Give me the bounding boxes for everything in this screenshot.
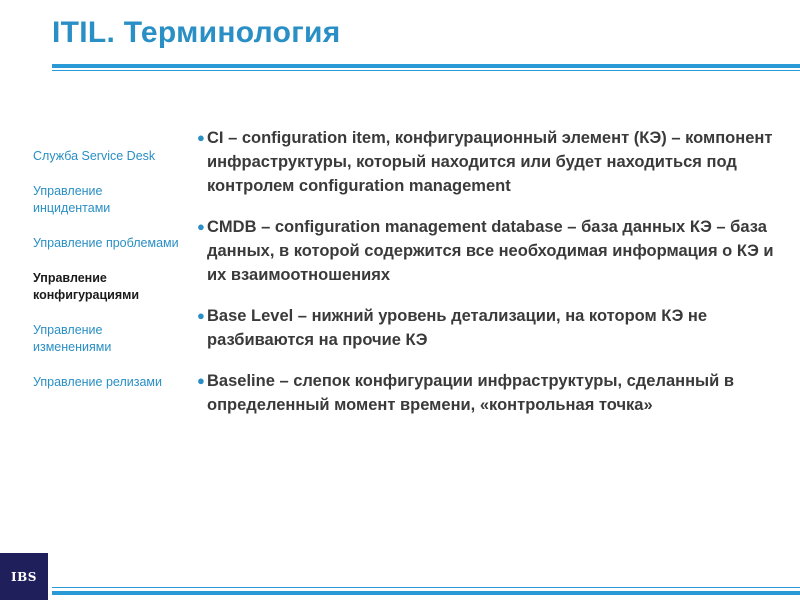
bullet-icon: ●: [197, 308, 205, 323]
terminology-list: [197, 126, 787, 434]
list-item: [197, 304, 787, 352]
sidebar-item-release-management[interactable]: Управление релизами: [33, 375, 162, 389]
sidebar-item-configuration-management[interactable]: Управление конфигурациями: [33, 271, 140, 302]
list-item: [197, 369, 787, 417]
header-divider-thin: [52, 70, 800, 71]
footer-divider: [52, 591, 800, 595]
bullet-icon: ●: [197, 373, 205, 388]
term-definition: CMDB – configuration management database – база данных КЭ – база данных, в которой содержится все необходимая информация о КЭ и их взаимоотношениях: [207, 218, 774, 284]
sidebar-item-change-management[interactable]: Управление изменениями: [33, 323, 112, 354]
sidebar-nav: [33, 148, 183, 409]
list-item: [197, 215, 787, 287]
ibs-logo: [0, 553, 48, 600]
bullet-icon: ●: [197, 130, 205, 145]
header-divider: [52, 64, 800, 68]
bullet-icon: ●: [197, 219, 205, 234]
term-definition: Base Level – нижний уровень детализации, на котором КЭ не разбиваются на прочие КЭ: [207, 307, 708, 349]
logo-text: IBS: [11, 569, 37, 584]
sidebar-item-incident-management[interactable]: Управление инцидентами: [33, 184, 111, 215]
sidebar-item-problem-management[interactable]: Управление проблемами: [33, 236, 179, 250]
footer-divider-thin: [52, 587, 800, 588]
term-definition: CI – configuration item, конфигурационный элемент (КЭ) – компонент инфраструктуры, который находится или будет находиться под контролем configuration management: [207, 129, 773, 195]
page-title: ITIL. Терминология: [52, 16, 341, 49]
list-item: [197, 126, 787, 198]
sidebar-item-service-desk[interactable]: Служба Service Desk: [33, 149, 156, 163]
term-definition: Baseline – слепок конфигурации инфраструктуры, сделанный в определенный момент времени, «контрольная точка»: [207, 372, 735, 414]
